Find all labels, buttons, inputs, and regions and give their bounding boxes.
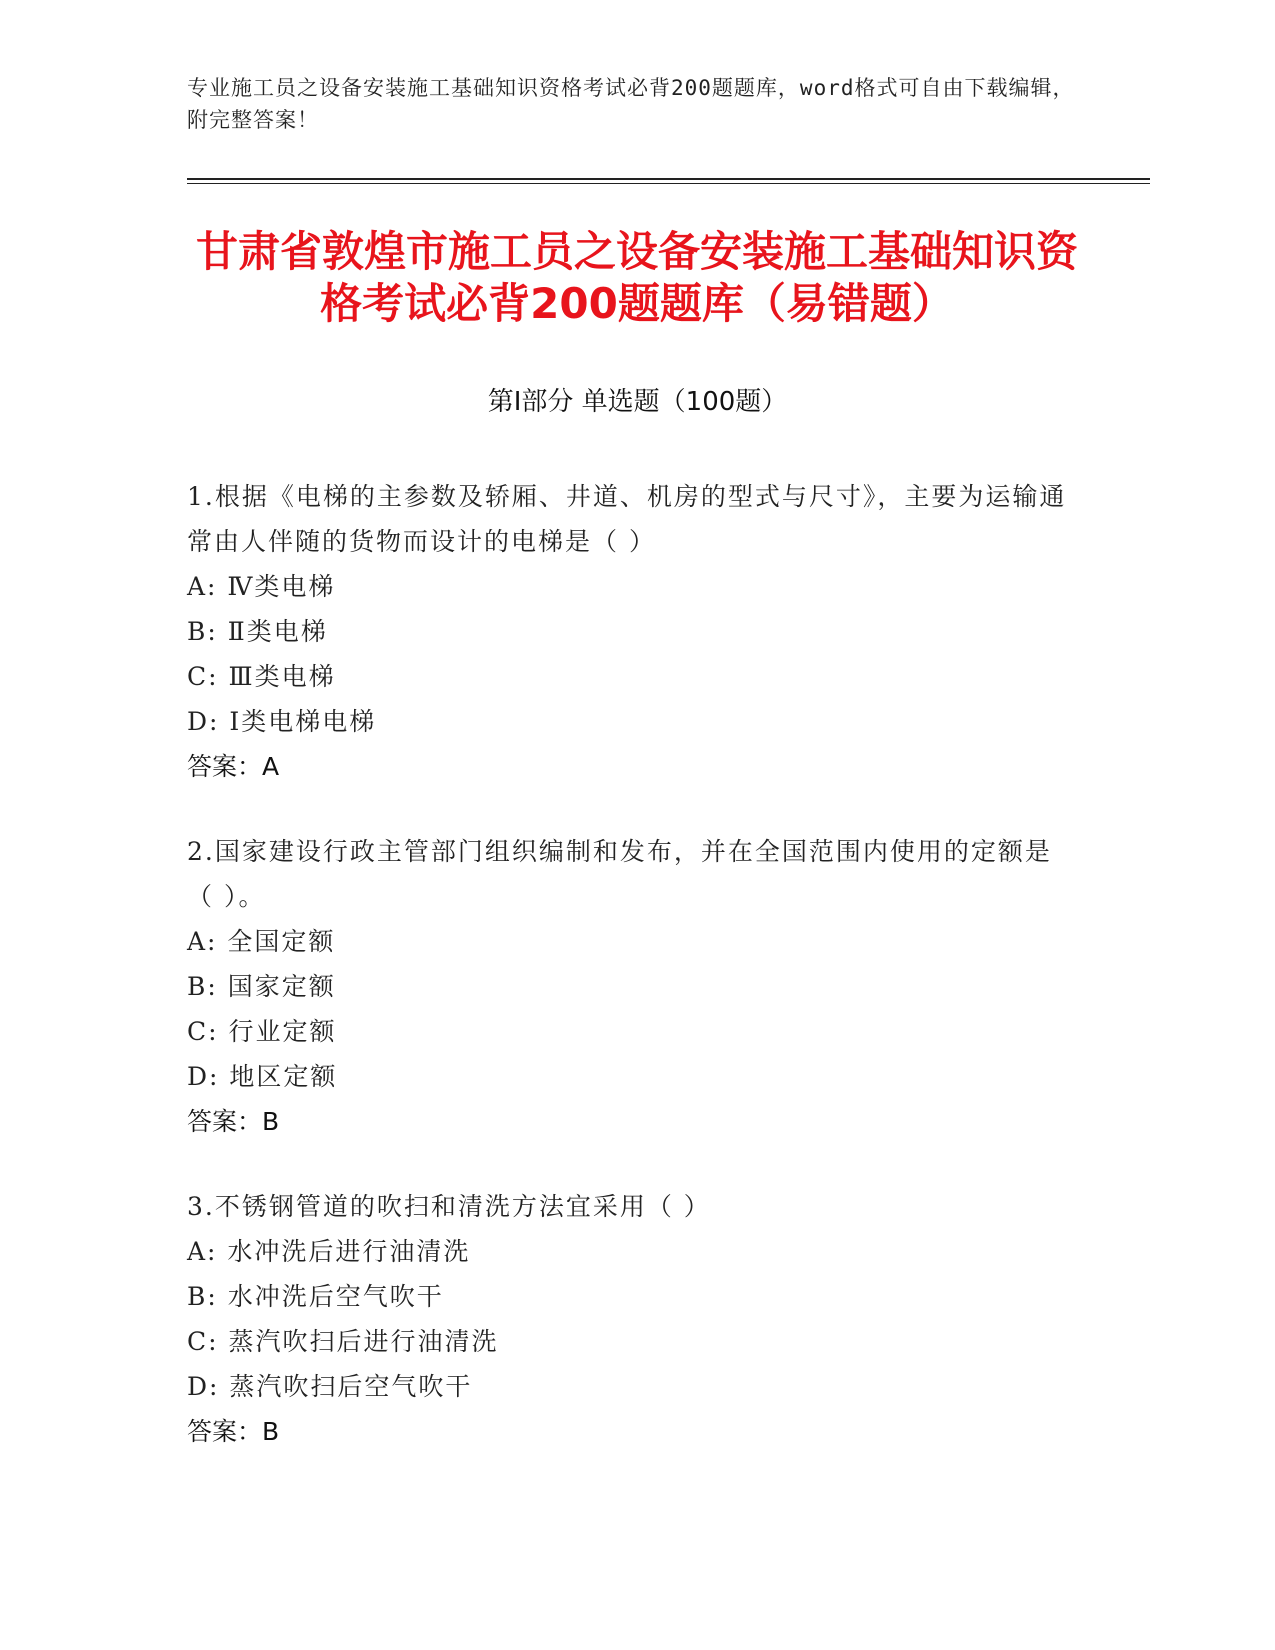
option-b: B: 国家定额 [187,972,336,1001]
header-divider-thin [187,183,1150,184]
header-divider-thick [187,178,1150,180]
question-3 [187,1184,1067,1454]
question-list [187,474,1067,1494]
option-a: A: Ⅳ类电梯 [187,572,336,601]
question-stem: 3.不锈钢管道的吹扫和清洗方法宜采用（ ） [187,1192,711,1221]
answer: 答案：B [187,1417,280,1446]
option-c: C: 蒸汽吹扫后进行油清洗 [187,1327,499,1356]
answer: 答案：B [187,1107,280,1136]
question-1 [187,474,1067,789]
option-b: B: Ⅱ类电梯 [187,617,328,646]
answer: 答案：A [187,752,280,781]
option-a: A: 全国定额 [187,927,336,956]
header-note: 专业施工员之设备安装施工基础知识资格考试必背200题题库，word格式可自由下载编辑，附完整答案！ [187,76,1075,132]
option-d: D: 地区定额 [187,1062,338,1091]
option-d: D: Ⅰ类电梯电梯 [187,707,377,736]
question-stem: 1.根据《电梯的主参数及轿厢、井道、机房的型式与尺寸》，主要为运输通常由人伴随的货物而设计的电梯是（ ） [187,482,1067,556]
option-d: D: 蒸汽吹扫后空气吹干 [187,1372,473,1401]
option-b: B: 水冲洗后空气吹干 [187,1282,444,1311]
question-stem: 2.国家建设行政主管部门组织编制和发布，并在全国范围内使用的定额是（ ）。 [187,837,1052,911]
option-a: A: 水冲洗后进行油清洗 [187,1237,471,1266]
option-c: C: Ⅲ类电梯 [187,662,336,691]
section-title: 第Ⅰ部分 单选题（100题） [487,387,788,417]
question-2 [187,829,1067,1144]
option-c: C: 行业定额 [187,1017,337,1046]
document-title: 甘肃省敦煌市施工员之设备安装施工基础知识资格考试必背200题题库（易错题） [195,227,1078,328]
